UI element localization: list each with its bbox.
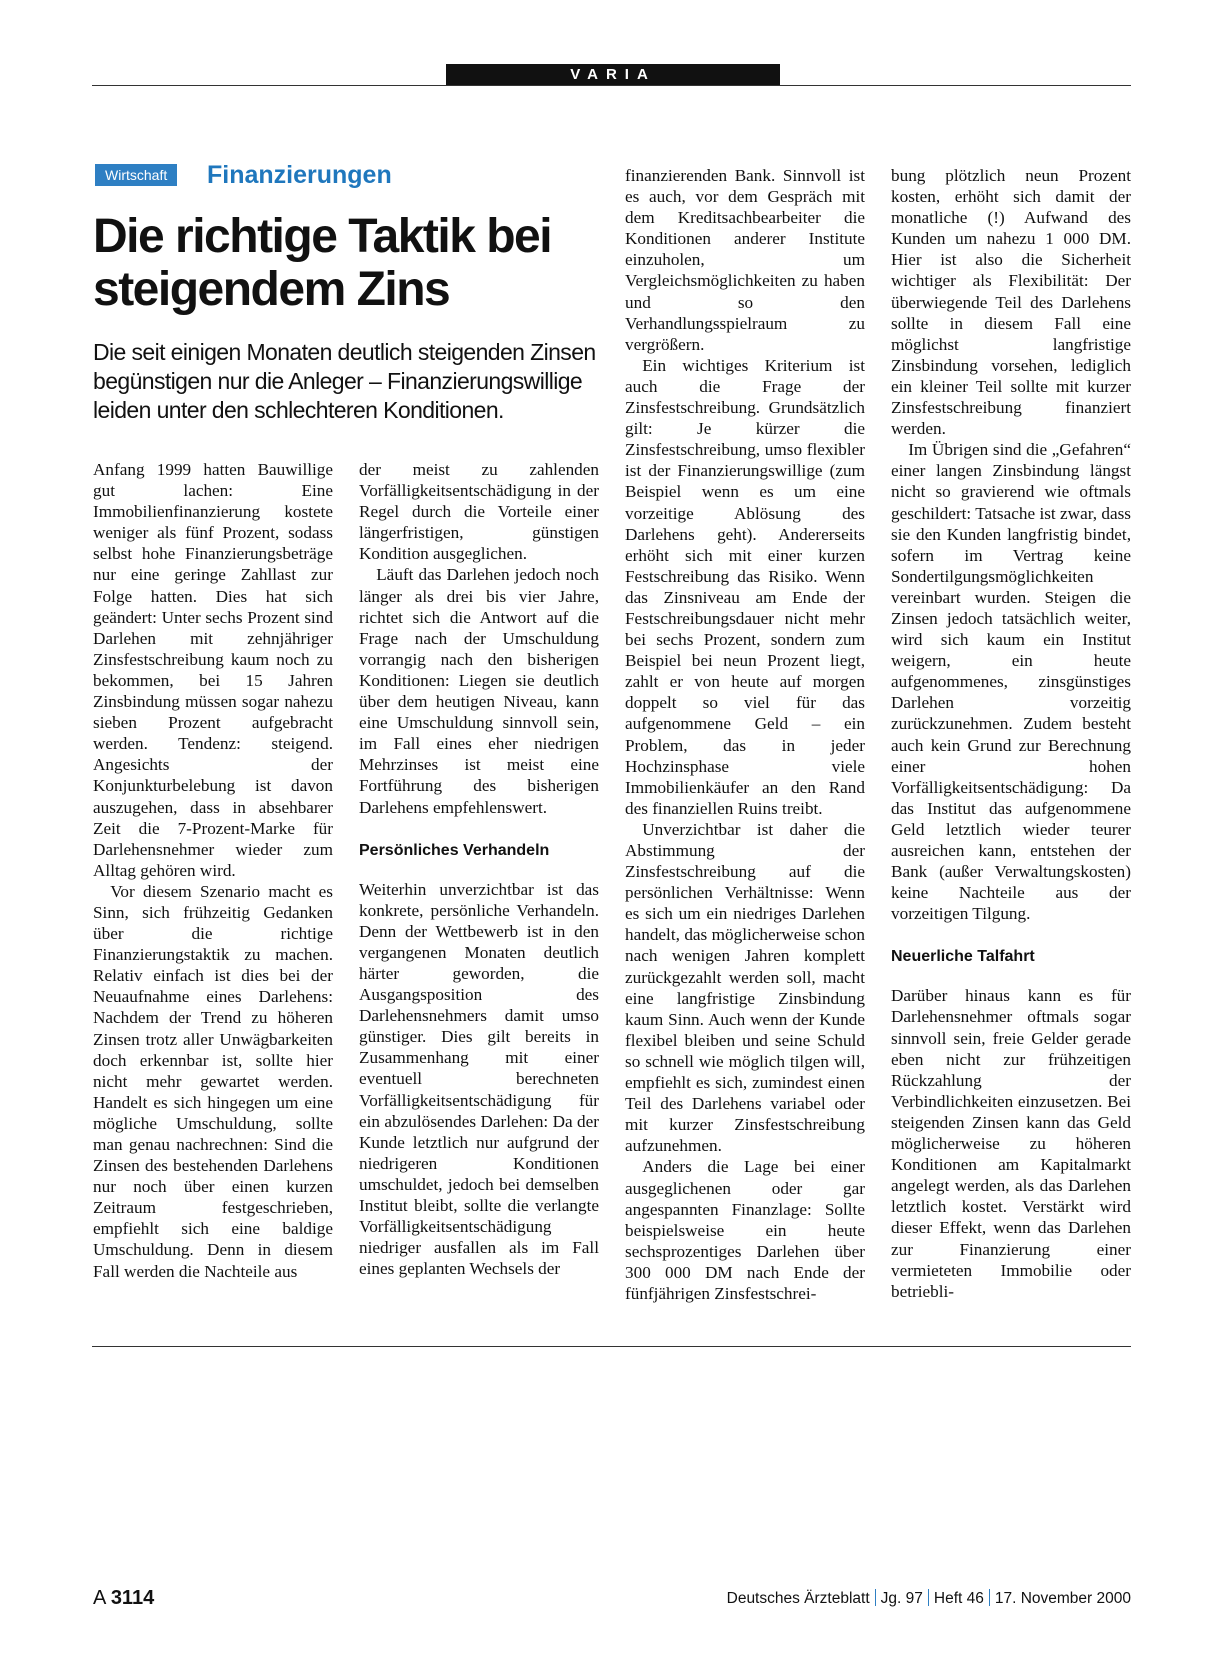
journal-name: Deutsches Ärzteblatt (726, 1590, 870, 1607)
section-label: VARIA (446, 64, 780, 85)
paragraph: bung plötzlich neun Prozent kosten, erhöht sich damit der monatliche (!) Aufwand des Kunden um nahezu 1 000 DM. Hier ist also die Sicherheit wichtiger als Flexibilität: Der überwiegende Teil des Darlehens sollte in diesem Fall eine möglichst langfristige Zinsbindung vorsehen, lediglich ein kleiner Teil sollte mit kurzer Zinsfestschreibung finanziert werden. (891, 166, 1131, 439)
page-number-value: 3114 (110, 1587, 155, 1609)
paragraph: Läuft das Darlehen jedoch noch länger als drei bis vier Jahre, richtet sich die Antwort auf die Frage nach der Umschuldung vorrangig nach den bisherigen Konditionen: Liegen sie deutlich über dem heutigen Niveau, kann eine Umschuldung sinnvoll sein, im Fall eines eher niedrigen Mehrzinses ist meist eine Fortführung des bisherigen Darlehens empfehlenswert. (359, 565, 599, 817)
paragraph: Vor diesem Szenario macht es Sinn, sich frühzeitig Gedanken über die richtige Finanzierungstaktik zu machen. Relativ einfach ist dies bei der Neuaufnahme eines Darlehens: Nachdem der Trend zu höheren Zinsen trotz aller Unwägbarkeiten doch erkennbar ist, sollte hier nicht mehr gewartet werden. Handelt es sich hingegen um eine mögliche Umschuldung, sollte man genau nachrechnen: Sind die Zinsen des bestehenden Darlehens nur noch über einen kurzen Zeitraum festgeschrieben, empfiehlt sich eine baldige Umschuldung. Denn in diesem Fall werden die Nachteile aus (93, 881, 333, 1281)
category-tag: Wirtschaft (95, 164, 177, 186)
subheading: Persönliches Verhandeln (359, 841, 550, 859)
page-prefix: A (93, 1587, 106, 1609)
paragraph: Weiterhin unverzichtbar ist das konkrete, persönliche Verhandeln. Denn der Wettbewerb ist in den vergangenen Monaten deutlich härter geworden, die Ausgangsposition des Darlehensnehmers damit umso günstiger. Dies gilt bereits in Zusammenhang mit einer eventuell berechneten Vorfälligkeitsentschädigung für ein abzulösendes Darlehen: Da der Kunde letztlich nur aufgrund der niedrigeren Konditionen umschuldet, jedoch bei demselben Institut bleibt, sollte die verlangte Vorfälligkeitsentschädigung niedriger ausfallen als im Fall eines geplanten Wechsels der (359, 879, 599, 1279)
paragraph: finanzierenden Bank. Sinnvoll ist es auch, vor dem Gespräch mit dem Kreditsachbearbeiter die Konditionen anderer Institute einzuholen, um Vergleichsmöglichkeiten zu haben und so den Verhandlungsspielraum zu vergrößern. (625, 166, 865, 354)
article-kicker: Finanzierungen (207, 161, 392, 189)
separator (875, 1589, 876, 1606)
page-number (93, 1586, 154, 1610)
paragraph: der meist zu zahlenden Vorfälligkeitsentschädigung in der Regel durch die Vorteile einer längerfristigen, günstigen Kondition ausgeglichen. (359, 460, 599, 564)
article-headline: Die richtige Taktik bei steigendem Zins (93, 210, 552, 316)
journal-date: 17. November 2000 (994, 1590, 1131, 1607)
paragraph: Unverzichtbar ist daher die Abstimmung der Zinsfestschreibung auf die persönlichen Verhältnisse: Wenn es sich um ein niedriges Darlehen handelt, das möglicherweise schon nach wenigen Jahren komplett zurückgezahlt werden soll, macht eine langfristige Zinsbindung kaum Sinn. Auch wenn der Kunde flexibel bleiben und seine Schuld so schnell wie möglich tilgen will, empfiehlt es sich, zumindest einen Teil des Darlehens variabel oder mit kurzer Zinsfestschreibung aufzunehmen. (625, 819, 865, 1156)
text-column-1 (93, 459, 333, 1282)
paragraph: Darüber hinaus kann es für Darlehensnehmer oftmals sogar sinnvoll sein, freie Gelder gerade eben nicht zur frühzeitigen Rückzahlung der Verbindlichkeiten einzusetzen. Bei steigenden Zinsen kann das Geld möglicherweise zu höheren Konditionen am Kapitalmarkt angelegt werden, als das Darlehen letztlich kostet. Verstärkt wird dieser Effekt, wenn das Darlehen zur Finanzierung einer vermieteten Immobilie oder betriebli- (891, 986, 1131, 1301)
paragraph: Anfang 1999 hatten Bauwillige gut lachen: Eine Immobilienfinanzierung kostete weniger als fünf Prozent, sodass selbst hohe Finanzierungsbeträge nur eine geringe Zahllast zur Folge hatten. Dies hat sich geändert: Unter sechs Prozent sind Darlehen mit zehnjähriger Zinsfestschreibung kaum noch zu bekommen, bei 15 Jahren Zinsbindung müssen sogar nahezu sieben Prozent aufgebracht werden. Tendenz: steigend. Angesichts der Konjunkturbelebung ist davon auszugehen, dass in absehbarer Zeit die 7-Prozent-Marke für Darlehensnehmer wieder zum Alltag gehören wird. (93, 460, 333, 880)
bottom-rule (92, 1346, 1131, 1347)
separator (928, 1589, 929, 1606)
journal-volume: Jg. 97 (880, 1590, 923, 1607)
separator (989, 1589, 990, 1606)
text-column-4 (891, 165, 1131, 1302)
article-lead: Die seit einigen Monaten deutlich steigenden Zinsen begünstigen nur die Anleger – Finanzierungswillige leiden unter den schlechteren Konditionen. (93, 339, 596, 423)
paragraph: Anders die Lage bei einer ausgeglichenen oder gar angespannten Finanzlage: Sollte beispielsweise ein heute sechsprozentiges Darlehen über 300 000 DM nach Ende der fünfjährigen Zinsfestschrei- (625, 1157, 865, 1303)
journal-footer (727, 1589, 1131, 1609)
text-column-2 (359, 459, 599, 1279)
subheading: Neuerliche Talfahrt (891, 948, 1035, 966)
journal-issue: Heft 46 (933, 1590, 984, 1607)
header-rule (92, 85, 1131, 86)
paragraph: Im Übrigen sind die „Gefahren“ einer langen Zinsbindung längst nicht so gravierend wie oftmals geschildert: Tatsache ist zwar, dass sie den Kunden langfristig bindet, sofern im Vertrag keine Sondertilgungsmöglichkeiten vereinbart wurden. Steigen die Zinsen jedoch tatsächlich weiter, wird sich kaum ein Institut weigern, ein heute aufgenommenes, zinsgünstiges Darlehen vorzeitig zurückzunehmen. Zudem besteht auch kein Grund zur Berechnung einer hohen Vorfälligkeitsentschädigung: Da das Institut das aufgenommene Geld letztlich wieder teurer ausreichen kann, entstehen der Bank (außer Verwaltungskosten) keine Nachteile aus der vorzeitigen Tilgung. (891, 440, 1131, 924)
paragraph: Ein wichtiges Kriterium ist auch die Frage der Zinsfestschreibung. Grundsätzlich gilt: Je kürzer die Zinsfestschreibung, umso flexibler ist der Finanzierungswillige (zum Beispiel wenn es um eine vorzeitige Ablösung des Darlehens geht). Andererseits erhöht sich mit einer kurzen Festschreibung das Risiko. Wenn das Zinsniveau am Ende der Festschreibungsdauer nicht mehr bei sechs Prozent, sondern zum Beispiel bei neun Prozent liegt, zahlt er von heute auf morgen doppelt so viel für das aufgenommene Geld – ein Problem, das in jeder Hochzinsphase viele Immobilienkäufer an den Rand des finanziellen Ruins treibt. (625, 355, 865, 818)
text-column-3 (625, 165, 865, 1304)
